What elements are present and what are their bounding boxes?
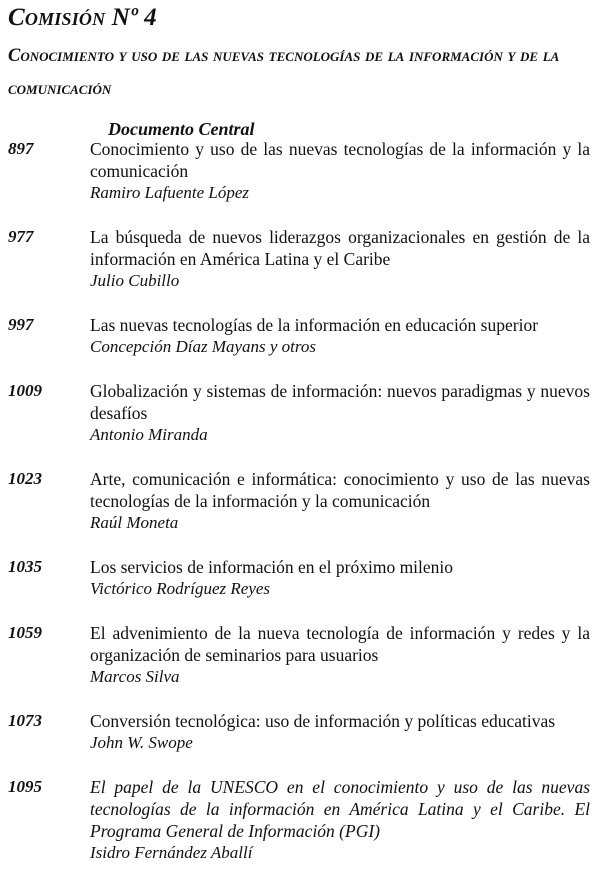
commission-title: Comisión Nº 4: [8, 4, 157, 31]
toc-entry: [0, 226, 600, 292]
entry-title: La búsqueda de nuevos liderazgos organizacionales en gestión de la información en América Latina y el Caribe: [90, 227, 590, 269]
entry-title: Los servicios de información en el próximo milenio: [90, 557, 454, 577]
section-title: Conocimiento y uso de las nuevas tecnologías de la información y de la comunicación: [8, 46, 560, 99]
entry-author: Marcos Silva: [90, 667, 180, 686]
page-number: 897: [8, 139, 34, 158]
toc-entry: [0, 468, 600, 534]
entry-title: El advenimiento de la nueva tecnología de información y redes y la organización de seminarios para usuarios: [90, 623, 590, 665]
entry-title: Conversión tecnológica: uso de información y políticas educativas: [90, 711, 556, 731]
page-number: 997: [8, 315, 34, 334]
toc-entry: [0, 380, 600, 446]
toc-list: [0, 138, 600, 886]
toc-entry: [0, 710, 600, 754]
entry-author: Ramiro Lafuente López: [90, 183, 249, 202]
entry-title: El papel de la UNESCO en el conocimiento y uso de las nuevas tecnologías de la información en América Latina y el Caribe. El Programa General de Información (PGI): [90, 777, 590, 841]
entry-author: Antonio Miranda: [90, 425, 208, 444]
entry-title: Conocimiento y uso de las nuevas tecnologías de la información y la comunicación: [90, 139, 590, 181]
page-number: 977: [8, 227, 34, 246]
entry-title: Arte, comunicación e informática: conocimiento y uso de las nuevas tecnologías de la información y la comunicación: [90, 469, 590, 511]
toc-entry: [0, 776, 600, 864]
toc-entry: [0, 314, 600, 358]
page-number: 1073: [8, 711, 42, 730]
entry-title: Las nuevas tecnologías de la información en educación superior: [90, 315, 539, 335]
entry-author: Victórico Rodríguez Reyes: [90, 579, 271, 598]
entry-author: Isidro Fernández Aballí: [90, 843, 253, 862]
entry-author: Concepción Díaz Mayans y otros: [90, 337, 317, 356]
entry-author: John W. Swope: [90, 733, 193, 752]
entry-author: Raúl Moneta: [90, 513, 179, 532]
page-number: 1009: [8, 381, 42, 400]
entry-author: Julio Cubillo: [90, 271, 180, 290]
toc-entry: [0, 138, 600, 204]
page-number: 1023: [8, 469, 42, 488]
toc-entry: [0, 556, 600, 600]
toc-entry: [0, 622, 600, 688]
document-central-heading: Documento Central: [108, 119, 255, 139]
page-number: 1095: [8, 777, 42, 796]
entry-title: Globalización y sistemas de información: nuevos paradigmas y nuevos desafíos: [90, 381, 590, 423]
page-number: 1035: [8, 557, 42, 576]
page-number: 1059: [8, 623, 42, 642]
